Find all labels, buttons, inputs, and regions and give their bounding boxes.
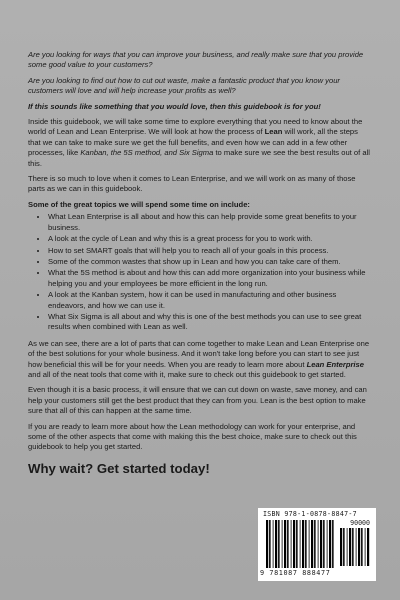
topic-item: • How to set SMART goals that will help you to reach all of your goals in this process. (48, 246, 372, 256)
paragraph-as-we-can-see (28, 339, 372, 381)
paragraph-inside-guidebook (28, 117, 372, 169)
intro-call-to-action: If this sounds like something that you would love, then this guidebook is for you! (28, 101, 321, 111)
title-emphasis: Lean Enterprise (306, 359, 364, 369)
paragraph-text: As we can see, there are a lot of parts that can come together to make Lean and Lean Enterprise one of the best solutions for your whole business. And it won't take long before you can start to see just how beneficial this will be for your needs. When you are ready to learn more about (28, 338, 370, 369)
lean-emphasis: Lean (264, 127, 283, 137)
paragraph-text: to make sure we see the best results out of all this. (28, 148, 370, 168)
topic-item: • What the 5S method is about and how this can add more organization into your business while helping you and your employees be more efficient in the long run. (48, 268, 372, 289)
topics-list (28, 212, 372, 332)
headline: Why wait? Get started today! (28, 460, 210, 476)
barcode-box (258, 508, 376, 581)
isbn-text: ISBN 978-1-0878-8847-7 (263, 510, 357, 518)
paragraph-so-much-to-love: There is so much to love when it comes to Lean Enterprise, and we will work on as many of those parts as we can in this guidebook. (28, 174, 356, 194)
barcode-bars (266, 520, 336, 568)
paragraph-text: Inside this guidebook, we will take some time to explore everything that you need to know about the world of Lean and Lean Enterprise. We will look at how the process of (28, 117, 363, 137)
topic-item: • A look at the Kanban system, how it can be used in manufacturing and other business endeavors, and how we can use it. (48, 290, 372, 311)
intro-question-1: Are you looking for ways that you can improve your business, and really make sure that you provide some good value to your customers? (28, 50, 364, 70)
back-cover-text (28, 50, 372, 477)
topic-item: • What Six Sigma is all about and why this is one of the best methods you can use to see great results when combined with Lean as well. (48, 312, 372, 333)
topic-item: • What Lean Enterprise is all about and how this can help provide some great benefits to your business. (48, 212, 372, 233)
intro-question-2: Are you looking to find out how to cut out waste, make a fantastic product that you know your customers will love and will help increase your profits as well? (28, 75, 340, 96)
ean-digits: 9 781087 888477 (260, 569, 331, 577)
topics-heading: Some of the great topics we will spend some time on include: (28, 199, 250, 209)
addon-barcode-bars (340, 528, 370, 566)
paragraph-text: and all of the neat tools that come with it, make sure to check out this guidebook to get started. (28, 369, 346, 379)
methods-emphasis: Kanban, the 5S method, and Six Sigma (80, 148, 214, 158)
paragraph-text: will work, all the steps that we can take to make sure we get the full benefits, and even how we can add in a few other processes, like (28, 127, 358, 158)
paragraph-basic-process: Even though it is a basic process, it will ensure that we can cut down on waste, save money, and can help your customers still get the best product that they can from you. Lean is the best option to make sure that all of this can happen at the same time. (28, 385, 367, 416)
topic-item: • Some of the common wastes that show up in Lean and how you can take care of them. (48, 257, 372, 267)
paragraph-ready-to-learn: If you are ready to learn more about how the Lean methodology can work for your enterprise, and some of the other aspects that come with making this the best choice, make sure to check out this guidebook to help you get started. (28, 421, 357, 452)
price-code: 90000 (350, 519, 370, 527)
topic-item: • A look at the cycle of Lean and why this is a great process for you to work with. (48, 234, 372, 244)
